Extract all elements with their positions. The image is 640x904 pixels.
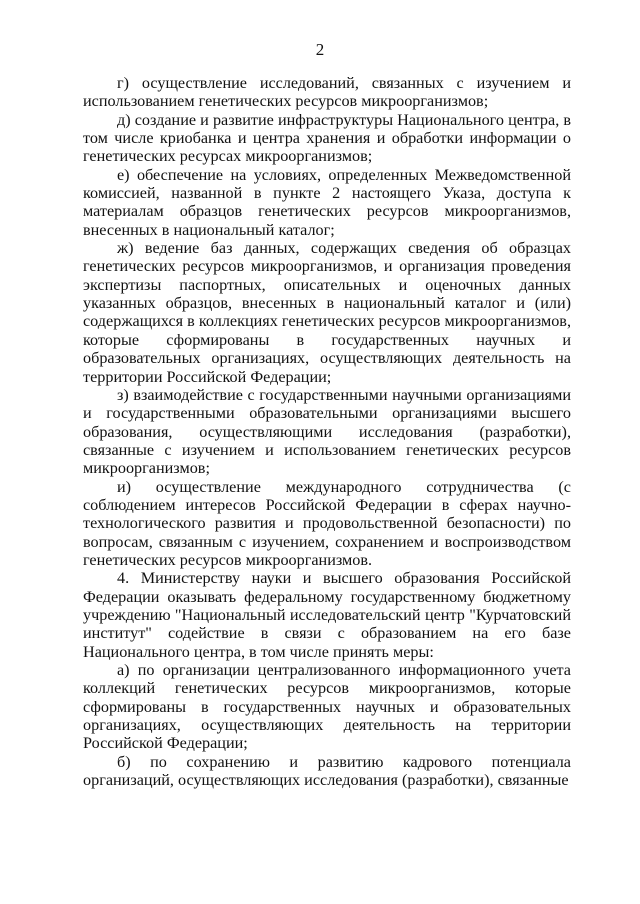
paragraph-zh: ж) ведение баз данных, содержащих сведения об образцах генетических ресурсов микроорганизмов, и организация проведения экспертизы паспортных, описательных и оценочных данных указанных образцов, внесенных в национальный каталог и (или) содержащихся в коллекциях генетических ресурсов микроорганизмов, которые сформированы в государственных научных и образовательных организациях, осуществляющих деятельность на территории Российской Федерации; bbox=[83, 239, 571, 386]
paragraph-z: з) взаимодействие с государственными научными организациями и государственными образовательными организациями высшего образования, осуществляющими исследования (разработки), связанные с изучением и использованием генетических ресурсов микроорганизмов; bbox=[83, 385, 571, 478]
page-number: 2 bbox=[315, 40, 325, 59]
paragraph-i: и) осуществление международного сотрудничества (с соблюдением интересов Российской Федерации в сферах научно-технологического развития и продовольственной безопасности) по вопросам, связанным с изучением, сохранением и воспроизводством генетических ресурсов микроорганизмов. bbox=[83, 477, 571, 569]
paragraph-g: г) осуществление исследований, связанных с изучением и использованием генетических ресурсов микроорганизмов; bbox=[83, 74, 571, 111]
paragraph-e: е) обеспечение на условиях, определенных Межведомственной комиссией, названной в пункте 2 настоящего Указа, доступа к материалам образцов генетических ресурсов микроорганизмов, внесенных в национальный каталог; bbox=[83, 165, 571, 239]
paragraph-4: 4. Министерству науки и высшего образования Российской Федерации оказывать федеральному государственному бюджетному учреждению "Национальный исследовательский центр "Курчатовский институт" содействие в связи с образованием на его базе Национального центра, в том числе принять меры: bbox=[83, 569, 571, 661]
paragraph-d: д) создание и развитие инфраструктуры Национального центра, в том числе криобанка и центра хранения и обработки информации о генетических ресурсах микроорганизмов; bbox=[83, 110, 571, 166]
paragraph-a: а) по организации централизованного информационного учета коллекций генетических ресурсов микроорганизмов, которые сформированы в государственных научных и образовательных организациях, осуществляющих деятельность на территории Российской Федерации; bbox=[83, 661, 571, 753]
paragraph-b: б) по сохранению и развитию кадрового потенциала организаций, осуществляющих исследования (разработки), связанные bbox=[83, 752, 571, 790]
document-body bbox=[83, 74, 571, 789]
